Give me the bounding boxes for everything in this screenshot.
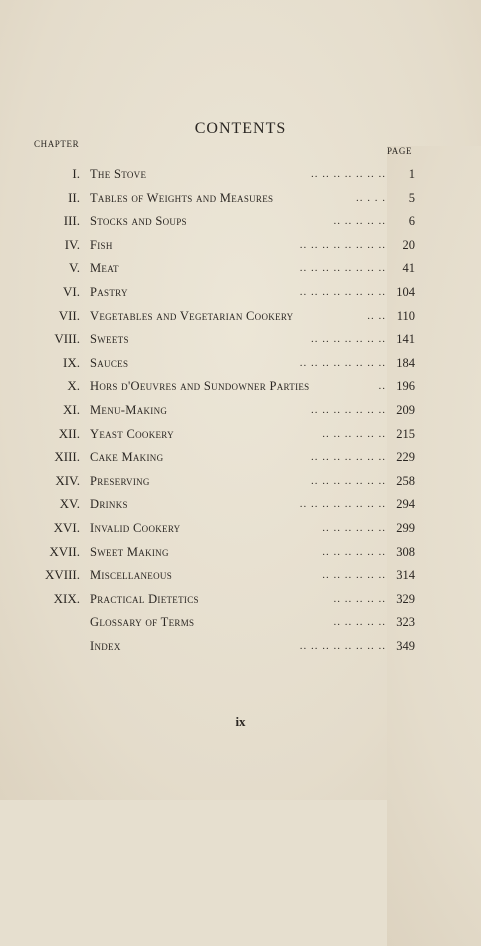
chapter-title: Sweets <box>90 332 129 346</box>
page-number: 20 <box>402 238 415 252</box>
chapter-title: Pastry <box>90 285 128 299</box>
page-number: 294 <box>396 497 415 511</box>
contents-entry <box>0 471 481 491</box>
chapter-title: The Stove <box>90 167 147 181</box>
chapter-title: Sauces <box>90 356 129 370</box>
page-number: 5 <box>408 191 415 205</box>
contents-entry <box>0 164 481 184</box>
contents-entry <box>0 376 481 396</box>
page-number: 41 <box>402 261 415 275</box>
dot-leader: .. .. .. .. .. <box>333 616 386 628</box>
dot-leader: .. .. .. .. .. .. .. <box>311 451 386 463</box>
page-number: 184 <box>396 356 415 370</box>
chapter-number: XVIII. <box>44 567 80 582</box>
chapter-title: Vegetables and Vegetarian Cookery <box>90 309 294 323</box>
page-number: 323 <box>396 615 415 629</box>
dot-leader: .. .. .. .. .. .. .. <box>311 404 386 416</box>
chapter-column-label: CHAPTER <box>34 139 80 149</box>
chapter-title: Practical Dietetics <box>90 592 199 606</box>
dot-leader: .. .. .. .. .. .. <box>322 546 386 558</box>
chapter-number: IV. <box>64 237 80 252</box>
dot-leader: .. .. .. .. .. <box>333 593 386 605</box>
contents-entry <box>0 542 481 562</box>
chapter-number: II. <box>68 190 80 205</box>
dot-leader: .. .. .. .. .. .. .. .. <box>299 286 386 298</box>
dot-leader: .. .. .. .. .. .. .. <box>311 475 386 487</box>
contents-entry <box>0 353 481 373</box>
page-number: 308 <box>396 545 415 559</box>
page-number: 215 <box>396 427 415 441</box>
contents-entry <box>0 235 481 255</box>
chapter-number: X. <box>67 378 80 393</box>
contents-entry <box>0 211 481 231</box>
contents-entry <box>0 494 481 514</box>
page-number: 209 <box>396 403 415 417</box>
dot-leader: .. .. .. .. .. .. .. .. <box>299 239 386 251</box>
contents-entry <box>0 636 481 656</box>
dot-leader: .. <box>378 380 386 392</box>
contents-entry <box>0 565 481 585</box>
chapter-number: XII. <box>58 426 80 441</box>
page-number: 196 <box>396 379 415 393</box>
chapter-number: III. <box>63 213 80 228</box>
dot-leader: .. .. .. .. .. .. .. .. <box>299 262 386 274</box>
contents-entry <box>0 589 481 609</box>
chapter-number: XV. <box>59 496 80 511</box>
chapter-title: Glossary of Terms <box>90 615 195 629</box>
chapter-title: Meat <box>90 261 119 275</box>
contents-entry <box>0 612 481 632</box>
chapter-title: Yeast Cookery <box>90 427 174 441</box>
page-number: 6 <box>408 214 415 228</box>
chapter-number: XIV. <box>55 473 80 488</box>
page-number: 329 <box>396 592 415 606</box>
contents-entry <box>0 447 481 467</box>
chapter-title: Stocks and Soups <box>90 214 187 228</box>
page-column-label: PAGE <box>387 146 481 946</box>
page-number: 104 <box>396 285 415 299</box>
chapter-number: I. <box>72 166 80 181</box>
chapter-number: IX. <box>63 355 80 370</box>
chapter-title: Preserving <box>90 474 150 488</box>
contents-entry <box>0 424 481 444</box>
chapter-title: Drinks <box>90 497 128 511</box>
page-number: 299 <box>396 521 415 535</box>
dot-leader: .. .. .. .. .. .. .. <box>311 333 386 345</box>
contents-entry <box>0 258 481 278</box>
dot-leader: .. .. .. .. .. .. .. .. <box>299 640 386 652</box>
page-number: 229 <box>396 450 415 464</box>
page-number: 1 <box>408 167 415 181</box>
dot-leader: .. .. .. .. .. .. <box>322 522 386 534</box>
chapter-number: VIII. <box>54 331 80 346</box>
contents-entry <box>0 282 481 302</box>
page-number: 258 <box>396 474 415 488</box>
page-number: 110 <box>396 309 415 323</box>
chapter-title: Sweet Making <box>90 545 169 559</box>
dot-leader: .. .. .. .. .. .. .. .. <box>299 357 386 369</box>
chapter-number: XI. <box>63 402 80 417</box>
dot-leader: .. . . . <box>356 192 386 204</box>
contents-entry <box>0 329 481 349</box>
page-title: CONTENTS <box>194 120 287 137</box>
chapter-title: Fish <box>90 238 113 252</box>
page-number: 141 <box>396 332 415 346</box>
dot-leader: .. .. <box>367 310 386 322</box>
chapter-title: Index <box>90 639 121 653</box>
dot-leader: .. .. .. .. .. .. <box>322 569 386 581</box>
chapter-number: VI. <box>63 284 80 299</box>
chapter-title: Tables of Weights and Measures <box>90 191 274 205</box>
chapter-title: Cake Making <box>90 450 164 464</box>
contents-entry <box>0 188 481 208</box>
chapter-number: XIII. <box>54 449 80 464</box>
contents-entry <box>0 518 481 538</box>
chapter-number: VII. <box>58 308 80 323</box>
chapter-number: XIX. <box>53 591 80 606</box>
page-number: 349 <box>396 639 415 653</box>
contents-entry <box>0 306 481 326</box>
chapter-title: Menu-Making <box>90 403 168 417</box>
page-folio: ix <box>235 714 246 729</box>
page-number: 314 <box>396 568 415 582</box>
chapter-number: XVII. <box>49 544 80 559</box>
chapter-title: Hors d'Oeuvres and Sundowner Parties <box>90 379 310 393</box>
contents-entry <box>0 400 481 420</box>
chapter-number: XVI. <box>53 520 80 535</box>
dot-leader: .. .. .. .. .. <box>333 215 386 227</box>
chapter-number: V. <box>69 260 80 275</box>
dot-leader: .. .. .. .. .. .. .. <box>311 168 386 180</box>
dot-leader: .. .. .. .. .. .. .. .. <box>299 498 386 510</box>
chapter-title: Invalid Cookery <box>90 521 181 535</box>
dot-leader: .. .. .. .. .. .. <box>322 428 386 440</box>
chapter-title: Miscellaneous <box>90 568 173 582</box>
